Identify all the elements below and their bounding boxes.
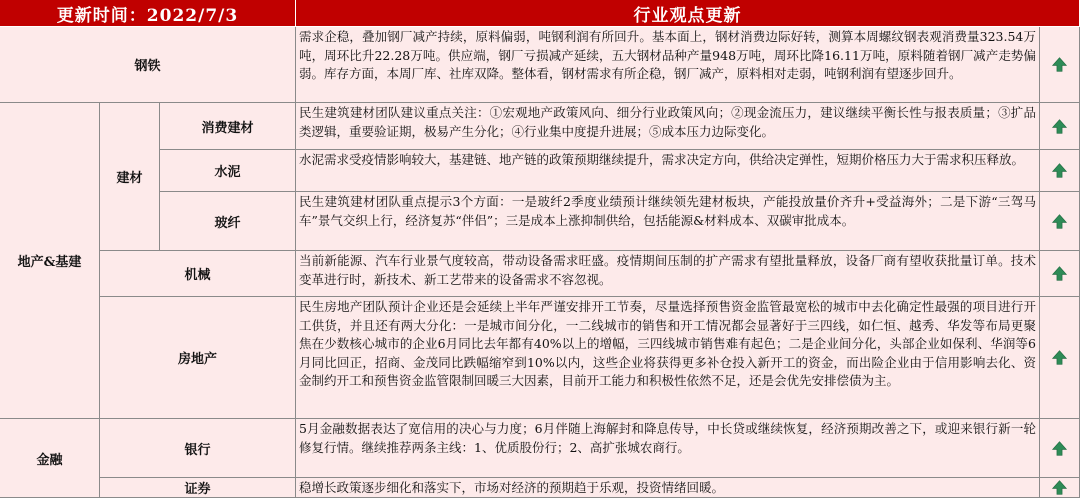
column-title-header: 行业观点更新 (296, 0, 1080, 27)
row-text-cement: 水泥需求受疫情影响较大，基建链、地产链的政策预期继续提升，需求决定方向，供给决定弹性，短期价格压力大于需求积压释放。 (296, 150, 1040, 192)
row-label-consumer-building-materials: 消费建材 (160, 103, 296, 150)
trend-consumer-building-materials (1040, 103, 1080, 150)
group-label-building-materials: 建材 (100, 103, 160, 251)
trend-glass-fiber (1040, 192, 1080, 251)
row-label-steel: 钢铁 (0, 27, 296, 103)
up-arrow-icon (1051, 349, 1068, 366)
up-arrow-icon (1051, 56, 1068, 73)
trend-machinery (1040, 251, 1080, 297)
trend-banks (1040, 419, 1080, 478)
row-text-consumer-building-materials: 民生建筑建材团队建议重点关注：①宏观地产政策风向、细分行业政策风向；②现金流压力，建议继续平衡长性与报表质量；③扩品类逻辑，重要验证期，极易产生分化；④行业集中度提升进展；⑤成本压力边际变化。 (296, 103, 1040, 150)
row-text-banks: 5月金融数据表达了宽信用的决心与力度；6月伴随上海解封和降息传导，中长贷或继续恢复，经济预期改善之下，或迎来银行新一轮修复行情。继续推荐两条主线：1、优质股份行；2、高扩张城农商行。 (296, 419, 1040, 478)
up-arrow-icon (1051, 479, 1068, 496)
row-label-securities: 证券 (100, 478, 296, 498)
up-arrow-icon (1051, 213, 1068, 230)
row-label-machinery: 机械 (100, 251, 296, 297)
row-label-cement: 水泥 (160, 150, 296, 192)
row-text-real-estate: 民生房地产团队预计企业还是会延续上半年严谨安排开工节奏，尽量选择预售资金监管最宽松的城市中去化确定性最强的项目进行开工供货，并且还有两大分化：一是城市间分化，一二线城市的销售和开工情况都会显著好于三四线，如仁恒、越秀、华发等布局更聚焦在少数核心城市的企业6月同比去年都有40%以上的增幅，三四线城市销售难有起色；二是企业间分化，头部企业如保利、华润等6月同比回正，招商、金茂同比跌幅缩窄到10%以内，这些企业将获得更多补仓投入新开工的资金，而出险企业由于信用影响去化、资金制约开工和预售资金监管限制回暖三大因素，目前开工能力和积极性依然不足，还是会优先安排偿债为主。 (296, 297, 1040, 419)
update-time-header: 更新时间：2022/7/3 (0, 0, 296, 27)
row-text-steel: 需求企稳，叠加钢厂减产持续，原料偏弱，吨钢利润有所回升。基本面上，钢材消费边际好转，测算本周螺纹钢表观消费量323.54万吨，周环比升22.28万吨。供应端，钢厂亏损减产延续，五大钢材品种产量948万吨，周环比降16.11万吨，原料随着钢厂减产走势偏弱。库存方面，本周厂库、社库双降。整体看，钢材需求有所企稳，钢厂减产，原料相对走弱，吨钢利润有望逐步回升。 (296, 27, 1040, 103)
up-arrow-icon (1051, 162, 1068, 179)
group-label-real-estate-construction: 地产&基建 (0, 103, 100, 419)
trend-real-estate (1040, 297, 1080, 419)
trend-steel (1040, 27, 1080, 103)
up-arrow-icon (1051, 440, 1068, 457)
up-arrow-icon (1051, 118, 1068, 135)
row-label-real-estate: 房地产 (100, 297, 296, 419)
row-text-glass-fiber: 民生建筑建材团队重点提示3个方面：一是玻纤2季度业绩预计继续领先建材板块，产能投放量价齐升+受益海外；二是下游“三驾马车”景气交织上行，经济复苏“伴侣”；三是成本上涨抑制供给，包括能源&材料成本、双碳审批成本。 (296, 192, 1040, 251)
row-text-securities: 稳增长政策逐步细化和落实下，市场对经济的预期趋于乐观，投资情绪回暖。 (296, 478, 1040, 498)
trend-cement (1040, 150, 1080, 192)
up-arrow-icon (1051, 265, 1068, 282)
row-label-banks: 银行 (100, 419, 296, 478)
trend-securities (1040, 478, 1080, 498)
row-label-glass-fiber: 玻纤 (160, 192, 296, 251)
row-text-machinery: 当前新能源、汽车行业景气度较高，带动设备需求旺盛。疫情期间压制的扩产需求有望批量释放，设备厂商有望收获批量订单。技术变革进行时，新技术、新工艺带来的设备需求不容忽视。 (296, 251, 1040, 297)
group-label-finance: 金融 (0, 419, 100, 498)
